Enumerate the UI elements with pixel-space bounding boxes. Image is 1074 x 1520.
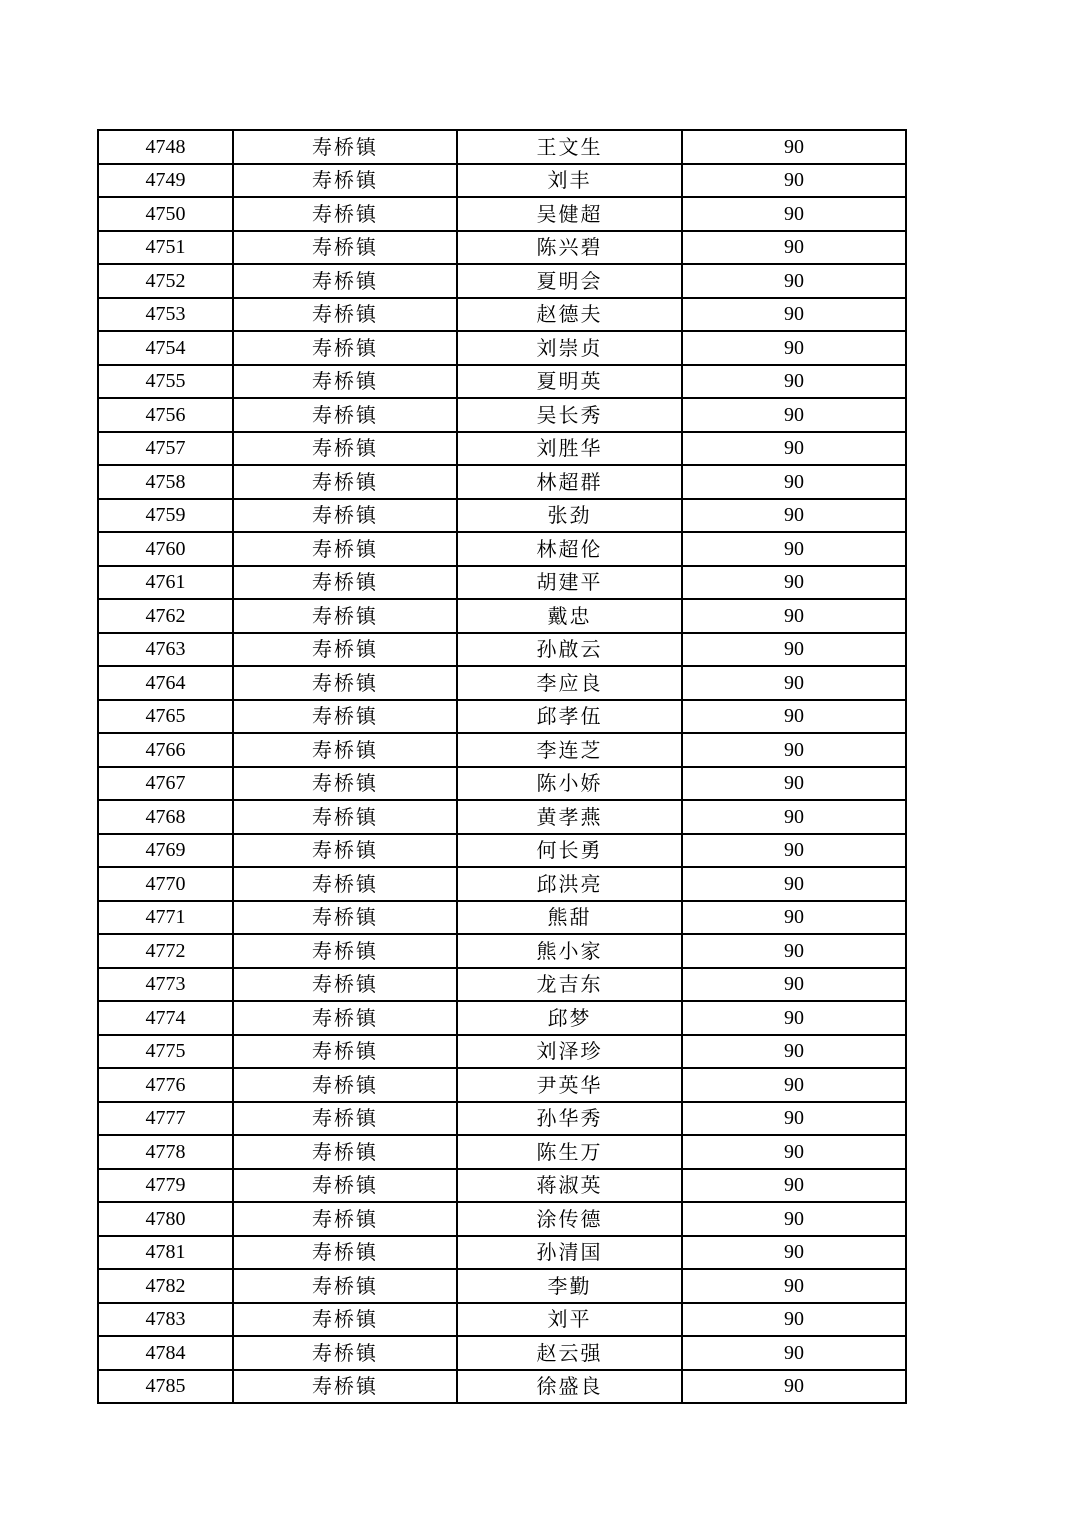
amount-cell: 90: [682, 968, 906, 1002]
row-number-cell: 4772: [98, 934, 233, 968]
amount-cell: 90: [682, 532, 906, 566]
row-number-cell: 4756: [98, 398, 233, 432]
table-row: [98, 1370, 906, 1404]
row-number-cell: 4781: [98, 1236, 233, 1270]
person-name-cell: 刘泽珍: [457, 1035, 682, 1069]
person-name-cell: 熊小家: [457, 934, 682, 968]
person-name-cell: 吴长秀: [457, 398, 682, 432]
table-row: [98, 599, 906, 633]
table-row: [98, 465, 906, 499]
person-name-cell: 蒋淑英: [457, 1169, 682, 1203]
amount-cell: 90: [682, 1303, 906, 1337]
amount-cell: 90: [682, 566, 906, 600]
amount-cell: 90: [682, 331, 906, 365]
table-row: [98, 1102, 906, 1136]
row-number-cell: 4771: [98, 901, 233, 935]
town-cell: 寿桥镇: [233, 666, 457, 700]
town-cell: 寿桥镇: [233, 298, 457, 332]
row-number-cell: 4759: [98, 499, 233, 533]
table-row: [98, 1068, 906, 1102]
row-number-cell: 4778: [98, 1135, 233, 1169]
table-row: [98, 700, 906, 734]
row-number-cell: 4767: [98, 767, 233, 801]
row-number-cell: 4762: [98, 599, 233, 633]
row-number-cell: 4765: [98, 700, 233, 734]
table-row: [98, 767, 906, 801]
person-name-cell: 黄孝燕: [457, 800, 682, 834]
table-row: [98, 867, 906, 901]
person-name-cell: 赵德夫: [457, 298, 682, 332]
amount-cell: 90: [682, 231, 906, 265]
table-row: [98, 432, 906, 466]
town-cell: 寿桥镇: [233, 1370, 457, 1404]
town-cell: 寿桥镇: [233, 1336, 457, 1370]
amount-cell: 90: [682, 1269, 906, 1303]
town-cell: 寿桥镇: [233, 867, 457, 901]
town-cell: 寿桥镇: [233, 130, 457, 164]
person-name-cell: 龙吉东: [457, 968, 682, 1002]
row-number-cell: 4753: [98, 298, 233, 332]
amount-cell: 90: [682, 767, 906, 801]
person-name-cell: 孙啟云: [457, 633, 682, 667]
table-row: [98, 331, 906, 365]
person-name-cell: 孙华秀: [457, 1102, 682, 1136]
table-row: [98, 298, 906, 332]
row-number-cell: 4770: [98, 867, 233, 901]
table-row: [98, 130, 906, 164]
town-cell: 寿桥镇: [233, 197, 457, 231]
amount-cell: 90: [682, 1068, 906, 1102]
row-number-cell: 4783: [98, 1303, 233, 1337]
table-row: [98, 532, 906, 566]
town-cell: 寿桥镇: [233, 532, 457, 566]
town-cell: 寿桥镇: [233, 566, 457, 600]
row-number-cell: 4751: [98, 231, 233, 265]
amount-cell: 90: [682, 465, 906, 499]
table-row: [98, 164, 906, 198]
person-name-cell: 林超伦: [457, 532, 682, 566]
person-name-cell: 陈兴碧: [457, 231, 682, 265]
table-row: [98, 901, 906, 935]
amount-cell: 90: [682, 1169, 906, 1203]
person-name-cell: 刘平: [457, 1303, 682, 1337]
person-name-cell: 刘丰: [457, 164, 682, 198]
table-row: [98, 264, 906, 298]
town-cell: 寿桥镇: [233, 164, 457, 198]
person-name-cell: 刘胜华: [457, 432, 682, 466]
person-name-cell: 胡建平: [457, 566, 682, 600]
row-number-cell: 4779: [98, 1169, 233, 1203]
amount-cell: 90: [682, 499, 906, 533]
amount-cell: 90: [682, 1370, 906, 1404]
row-number-cell: 4760: [98, 532, 233, 566]
town-cell: 寿桥镇: [233, 1135, 457, 1169]
town-cell: 寿桥镇: [233, 834, 457, 868]
table-row: [98, 1169, 906, 1203]
table-row: [98, 1303, 906, 1337]
row-number-cell: 4773: [98, 968, 233, 1002]
person-name-cell: 邱梦: [457, 1001, 682, 1035]
table-row: [98, 231, 906, 265]
person-name-cell: 夏明英: [457, 365, 682, 399]
person-name-cell: 林超群: [457, 465, 682, 499]
amount-cell: 90: [682, 432, 906, 466]
person-name-cell: 李连芝: [457, 733, 682, 767]
amount-cell: 90: [682, 264, 906, 298]
person-name-cell: 夏明会: [457, 264, 682, 298]
row-number-cell: 4784: [98, 1336, 233, 1370]
table-row: [98, 566, 906, 600]
person-name-cell: 邱孝伍: [457, 700, 682, 734]
town-cell: 寿桥镇: [233, 1068, 457, 1102]
person-name-cell: 李应良: [457, 666, 682, 700]
amount-cell: 90: [682, 1236, 906, 1270]
table-row: [98, 834, 906, 868]
table-row: [98, 968, 906, 1002]
person-name-cell: 徐盛良: [457, 1370, 682, 1404]
town-cell: 寿桥镇: [233, 1303, 457, 1337]
row-number-cell: 4769: [98, 834, 233, 868]
table-row: [98, 1269, 906, 1303]
amount-cell: 90: [682, 1202, 906, 1236]
row-number-cell: 4775: [98, 1035, 233, 1069]
town-cell: 寿桥镇: [233, 733, 457, 767]
person-name-cell: 陈生万: [457, 1135, 682, 1169]
town-cell: 寿桥镇: [233, 767, 457, 801]
town-cell: 寿桥镇: [233, 633, 457, 667]
row-number-cell: 4777: [98, 1102, 233, 1136]
town-cell: 寿桥镇: [233, 1269, 457, 1303]
person-name-cell: 刘崇贞: [457, 331, 682, 365]
person-name-cell: 李勤: [457, 1269, 682, 1303]
town-cell: 寿桥镇: [233, 264, 457, 298]
town-cell: 寿桥镇: [233, 1169, 457, 1203]
town-cell: 寿桥镇: [233, 1202, 457, 1236]
amount-cell: 90: [682, 700, 906, 734]
person-name-cell: 孙清国: [457, 1236, 682, 1270]
row-number-cell: 4749: [98, 164, 233, 198]
person-name-cell: 戴忠: [457, 599, 682, 633]
town-cell: 寿桥镇: [233, 599, 457, 633]
amount-cell: 90: [682, 130, 906, 164]
amount-cell: 90: [682, 733, 906, 767]
amount-cell: 90: [682, 1135, 906, 1169]
town-cell: 寿桥镇: [233, 968, 457, 1002]
town-cell: 寿桥镇: [233, 800, 457, 834]
table-row: [98, 1135, 906, 1169]
person-name-cell: 陈小娇: [457, 767, 682, 801]
amount-cell: 90: [682, 1336, 906, 1370]
row-number-cell: 4748: [98, 130, 233, 164]
table-row: [98, 1236, 906, 1270]
amount-cell: 90: [682, 934, 906, 968]
row-number-cell: 4761: [98, 566, 233, 600]
roster-table-body: [98, 130, 906, 1403]
row-number-cell: 4757: [98, 432, 233, 466]
amount-cell: 90: [682, 599, 906, 633]
amount-cell: 90: [682, 398, 906, 432]
row-number-cell: 4782: [98, 1269, 233, 1303]
town-cell: 寿桥镇: [233, 700, 457, 734]
town-cell: 寿桥镇: [233, 934, 457, 968]
town-cell: 寿桥镇: [233, 1236, 457, 1270]
table-row: [98, 197, 906, 231]
row-number-cell: 4766: [98, 733, 233, 767]
row-number-cell: 4780: [98, 1202, 233, 1236]
table-row: [98, 633, 906, 667]
amount-cell: 90: [682, 1035, 906, 1069]
table-row: [98, 398, 906, 432]
town-cell: 寿桥镇: [233, 331, 457, 365]
amount-cell: 90: [682, 365, 906, 399]
table-row: [98, 1035, 906, 1069]
row-number-cell: 4754: [98, 331, 233, 365]
town-cell: 寿桥镇: [233, 499, 457, 533]
person-name-cell: 何长勇: [457, 834, 682, 868]
town-cell: 寿桥镇: [233, 231, 457, 265]
amount-cell: 90: [682, 800, 906, 834]
person-name-cell: 尹英华: [457, 1068, 682, 1102]
table-row: [98, 1202, 906, 1236]
town-cell: 寿桥镇: [233, 1035, 457, 1069]
table-row: [98, 934, 906, 968]
amount-cell: 90: [682, 901, 906, 935]
row-number-cell: 4763: [98, 633, 233, 667]
amount-cell: 90: [682, 666, 906, 700]
town-cell: 寿桥镇: [233, 1001, 457, 1035]
person-name-cell: 吴健超: [457, 197, 682, 231]
amount-cell: 90: [682, 298, 906, 332]
row-number-cell: 4768: [98, 800, 233, 834]
town-cell: 寿桥镇: [233, 365, 457, 399]
table-row: [98, 733, 906, 767]
person-name-cell: 邱洪亮: [457, 867, 682, 901]
row-number-cell: 4752: [98, 264, 233, 298]
town-cell: 寿桥镇: [233, 465, 457, 499]
roster-table: [97, 129, 907, 1404]
person-name-cell: 涂传德: [457, 1202, 682, 1236]
town-cell: 寿桥镇: [233, 1102, 457, 1136]
person-name-cell: 赵云强: [457, 1336, 682, 1370]
amount-cell: 90: [682, 633, 906, 667]
amount-cell: 90: [682, 197, 906, 231]
town-cell: 寿桥镇: [233, 901, 457, 935]
row-number-cell: 4755: [98, 365, 233, 399]
amount-cell: 90: [682, 1001, 906, 1035]
town-cell: 寿桥镇: [233, 432, 457, 466]
amount-cell: 90: [682, 164, 906, 198]
table-row: [98, 666, 906, 700]
person-name-cell: 熊甜: [457, 901, 682, 935]
table-row: [98, 365, 906, 399]
amount-cell: 90: [682, 834, 906, 868]
row-number-cell: 4776: [98, 1068, 233, 1102]
row-number-cell: 4764: [98, 666, 233, 700]
table-row: [98, 1001, 906, 1035]
amount-cell: 90: [682, 867, 906, 901]
table-row: [98, 1336, 906, 1370]
table-row: [98, 800, 906, 834]
amount-cell: 90: [682, 1102, 906, 1136]
table-row: [98, 499, 906, 533]
person-name-cell: 张劲: [457, 499, 682, 533]
row-number-cell: 4758: [98, 465, 233, 499]
row-number-cell: 4750: [98, 197, 233, 231]
town-cell: 寿桥镇: [233, 398, 457, 432]
row-number-cell: 4774: [98, 1001, 233, 1035]
row-number-cell: 4785: [98, 1370, 233, 1404]
person-name-cell: 王文生: [457, 130, 682, 164]
